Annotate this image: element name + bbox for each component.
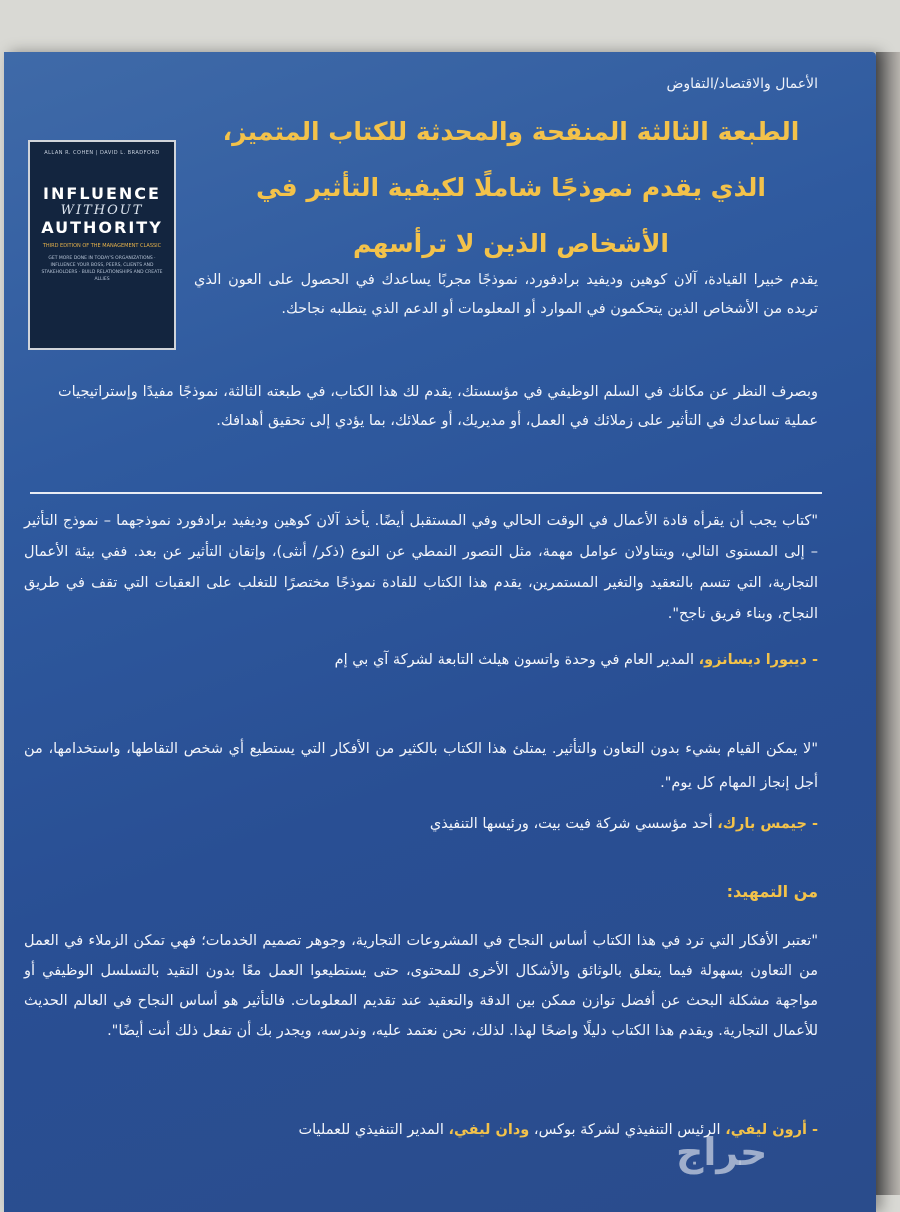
book-back-cover (4, 52, 876, 1212)
headline-line-3: الأشخاص الذين لا ترأسهم (352, 229, 669, 258)
cover-title-1: INFLUENCE (43, 184, 161, 203)
divider (30, 492, 822, 494)
cover-title-3: AUTHORITY (41, 218, 163, 237)
book-cover-thumbnail (28, 140, 176, 350)
attribution-1-name: - ديبورا ديسانزو، (698, 652, 818, 668)
headline-line-2: الذي يقدم نموذجًا شاملًا لكيفية التأثير في (255, 173, 766, 202)
attribution-1-role: المدير العام في وحدة واتسون هيلث التابعة لشركة آي بي إم (334, 652, 699, 668)
background-edge (876, 52, 900, 1195)
quote-1: "كتاب يجب أن يقرأه قادة الأعمال في الوقت الحالي وفي المستقبل أيضًا. يأخذ آلان كوهين وديفيد برادفورد نموذجهما – نموذج التأثير – إلى المستوى التالي، ويتناولان عوامل مهمة، مثل التصور النمطي عن النوع (ذكر/ أنثى)، وإتقان التأثير عن بعد. ففي بيئة الأعمال التجارية، التي تتسم بالتعقيد والتغير المستمرين، يقدم هذا الكتاب للقادة نموذجًا مختصرًا للتغلب على العقبات التي تقف في طريق النجاح، وبناء فريق ناجح". (24, 513, 818, 622)
attribution-3-name-2: ودان ليفي، (448, 1122, 530, 1138)
attribution-2-role: أحد مؤسسي شركة فيت بيت، ورئيسها التنفيذي (429, 816, 718, 832)
attribution-3-role-1: الرئيس التنفيذي لشركة بوكس، (529, 1122, 726, 1138)
intro-paragraph: يقدم خبيرا القيادة، آلان كوهين وديفيد برادفورد، نموذجًا مجربًا يساعدك في الحصول على العون الذي تريده من الأشخاص الذين يتحكمون في الموارد أو المعلومات أو الدعم الذي يتطلبه نجاحك. (194, 272, 818, 317)
cover-authors: ALLAN R. COHEN | DAVID L. BRADFORD (44, 150, 160, 156)
watermark-logo: حراج (676, 1130, 768, 1174)
cover-subtext: GET MORE DONE IN TODAY'S ORGANIZATIONS · INFLUENCE YOUR BOSS, PEERS, CLIENTS AND STAKEHOLDERS · BUILD RELATIONSHIPS AND CREATE ALLIES (41, 256, 163, 282)
attribution-2 (430, 816, 818, 832)
cover-title-2: WITHOUT (60, 203, 144, 218)
attribution-3-role-2: المدير التنفيذي للعمليات (298, 1122, 449, 1138)
attribution-2-name: - جيمس بارك، (717, 816, 818, 832)
cover-edition: THIRD EDITION OF THE MANAGEMENT CLASSIC (42, 243, 162, 249)
headline (204, 104, 818, 272)
section-heading: من التمهيد: (726, 882, 818, 901)
category-label: الأعمال والاقتصاد/التفاوض (666, 76, 818, 92)
attribution-1 (335, 652, 818, 668)
attribution-3-name-1: - أرون ليفي، (725, 1122, 818, 1138)
headline-line-1: الطبعة الثالثة المنقحة والمحدثة للكتاب المتميز، (222, 117, 800, 146)
quote-3: "تعتبر الأفكار التي ترد في هذا الكتاب أساس النجاح في المشروعات التجارية، وجوهر تصميم الخدمات؛ فهي تمكن الزملاء في العمل من التعاون بسهولة فيما يتعلق بالوثائق والأشكال الأخرى للمحتوى، حتى يستطيعوا العمل معًا بدون التقيد بالتسلسل الوظيفي أو مواجهة مشكلة البحث عن أفضل توازن ممكن بين الدقة والتعقيد عند تقديم المعلومات. فالتأثير هو أساس النجاح في العالم الحديث للأعمال التجارية. ويقدم هذا الكتاب دليلًا واضحًا لهذا. لذلك، نحن نعتمد عليه، وندرسه، ويجدر بك أن تفعل ذلك أنت أيضًا". (24, 933, 818, 1039)
intro-paragraph-2: وبصرف النظر عن مكانك في السلم الوظيفي في مؤسستك، يقدم لك هذا الكتاب، في طبعته الثالثة، نموذجًا مفيدًا وإستراتيجيات عملية تساعدك في التأثير على زملائك في العمل، أو مديريك، أو عملائك، بما يؤدي إلى تحقيق أهدافك. (58, 384, 818, 429)
quote-2: "لا يمكن القيام بشيء بدون التعاون والتأثير. يمتلئ هذا الكتاب بالكثير من الأفكار التي يستطيع أي شخص التقاطها، واستخدامها، من أجل إنجاز المهام كل يوم". (24, 741, 818, 791)
